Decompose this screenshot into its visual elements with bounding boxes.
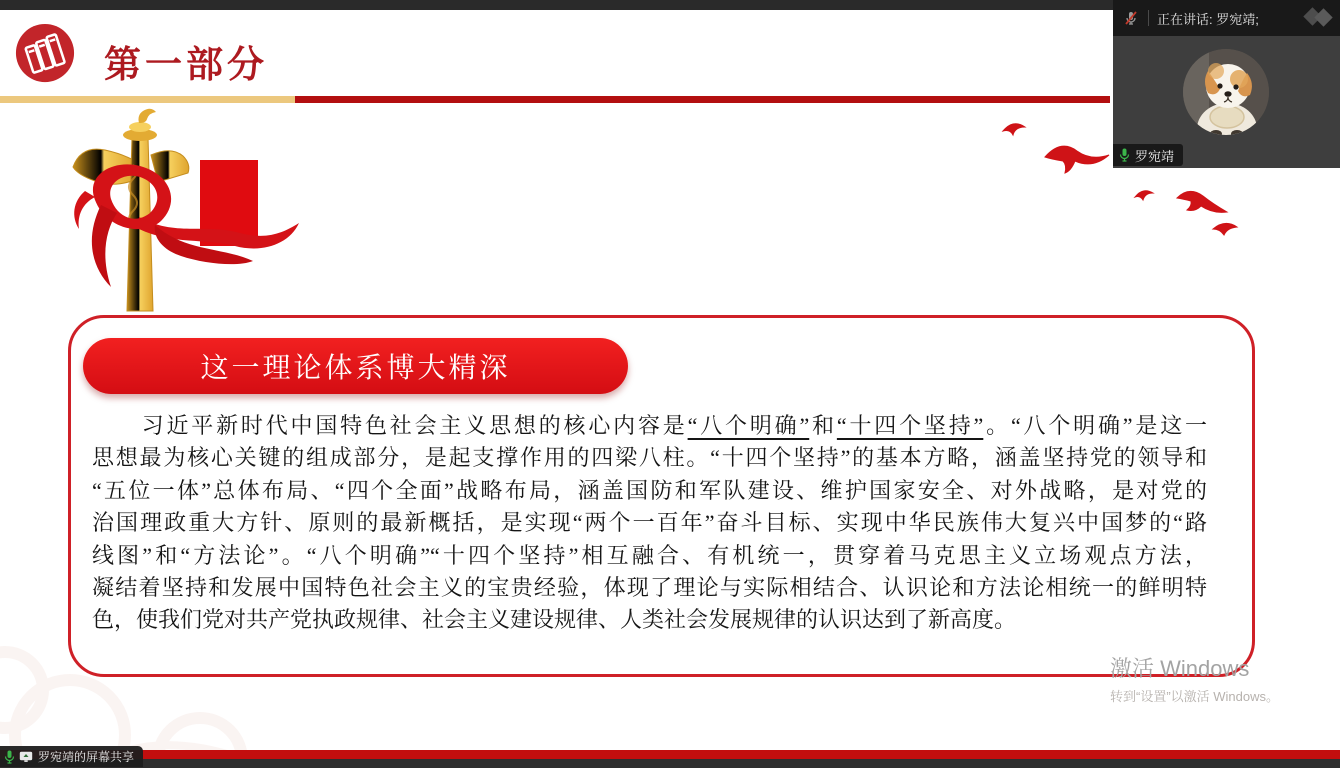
mic-muted-icon[interactable] [1123,10,1139,26]
participant-avatar [1183,49,1269,135]
section-title: 第一部分 [104,45,268,86]
speaking-label: 正在讲话: 罗宛靖; [1157,11,1259,27]
body-line: 色，使我们党对共产党执政规律、社会主义建设规律、人类社会发展规律的认识达到了新高度。 [92,607,1017,633]
body-line: 治国理政重大方针、原则的最新概括，是实现“两个一百年”奋斗目标、实现中华民族伟大复兴中国梦的“路 [92,510,1207,536]
body-line: 思想最为核心关键的组成部分，是起支撑作用的四梁八柱。“十四个坚持”的基本方略，涵盖坚持党的领导和 [92,445,1207,471]
bottom-dark-strip [0,759,1340,768]
book-icon [14,22,76,84]
watermark-line2: 转到“设置”以激活 Windows。 [1110,689,1280,704]
body-line: 凝结着坚持和发展中国特色社会主义的宝贵经验，体现了理论与实际相结合、认识论和方法论相统一的鲜明特 [92,574,1207,600]
watermark-line1: 激活 Windows [1110,656,1250,681]
speaking-status-bar [1113,0,1340,36]
content-banner [83,338,628,394]
content-card [68,315,1255,677]
slide-bottom-red-bar [0,750,1340,759]
separator [1148,10,1149,26]
meeting-video-panel [1113,0,1340,168]
mic-active-icon [4,750,15,764]
screen-share-banner [0,746,143,767]
body-line: 线图”和“方法论”。“八个明确”“十四个坚持”相互融合、有机统一，贯穿着马克思主义立场观点方法， [92,542,1207,568]
slide-body-text [92,410,1207,637]
participant-name-tag [1113,144,1183,166]
body-line: 习近平新时代中国特色社会主义思想的核心内容是“八个明确”和“十四个坚持”。“八个明确”是这一 [92,413,1208,438]
screen-share-icon [19,751,33,763]
divider-red-segment [295,96,1110,103]
body-line: “五位一体”总体布局、“四个全面”战略布局，涵盖国防和军队建设、维护国家安全、对外战略，是对党的 [92,477,1207,503]
participant-name: 罗宛靖 [1135,148,1175,164]
divider-gold-segment [0,96,295,103]
mic-active-icon [1119,148,1130,162]
puppy-photo [1183,49,1269,135]
screen-share-label: 罗宛靖的屏幕共享 [38,750,135,764]
pillar-ribbon-decoration [55,105,320,315]
double-diamond-icon[interactable] [1300,5,1334,31]
banner-title: 这一理论体系博大精深 [200,353,511,384]
